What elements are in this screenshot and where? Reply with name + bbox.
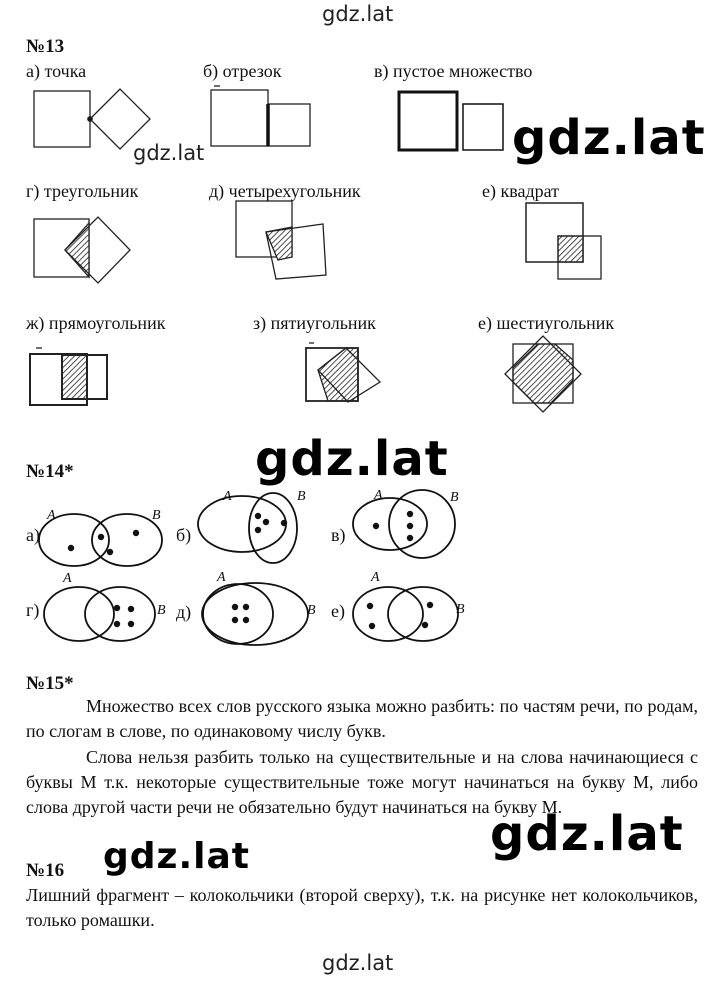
venn-d-set-b: B xyxy=(307,603,316,618)
task-15-paragraph-2: Слова нельзя разбить только на существительные и на слова начинающиеся с буквы М т.к. некоторые существительные тоже могут начинаться на букву М, либо слова другой части речи не обязательно будут начинаться на букву М. xyxy=(26,747,698,817)
label-d-quadrilateral: д) четырехугольник xyxy=(209,181,361,201)
label-v-empty-set: в) пустое множество xyxy=(374,61,533,81)
venn-label-d: д) xyxy=(176,602,192,622)
venn-g xyxy=(44,587,155,641)
watermark-1: gdz.lat xyxy=(133,141,205,165)
venn-label-v: в) xyxy=(331,525,346,545)
venn-d-set-a: A xyxy=(217,570,226,585)
task-15-paragraph-1: Множество всех слов русского языка можно разбить: по частям речи, по родам, по слогам в слове, по одинаковому числу букв. xyxy=(26,696,698,741)
watermark-5: gdz.lat xyxy=(103,836,251,877)
venn-label-b: б) xyxy=(176,525,192,545)
task-16-heading: №16 xyxy=(26,860,65,881)
venn-v xyxy=(353,490,455,558)
venn-dots xyxy=(68,511,433,629)
watermark-3: gdz.lat xyxy=(255,431,449,487)
watermark-top: gdz.lat xyxy=(322,2,394,26)
venn-label-e: е) xyxy=(331,601,345,621)
label-b-segment: б) отрезок xyxy=(203,61,282,81)
task-14-heading: №14* xyxy=(26,461,74,482)
venn-g-set-b: B xyxy=(157,603,166,618)
label-a-point: а) точка xyxy=(26,61,87,81)
label-z-pentagon: з) пятиугольник xyxy=(253,313,376,333)
label-zh-rectangle: ж) прямоугольник xyxy=(26,313,166,333)
task-15-heading: №15* xyxy=(26,673,74,694)
venn-b-set-b: B xyxy=(297,489,306,504)
venn-d xyxy=(202,583,308,645)
venn-v-set-b: B xyxy=(450,490,459,505)
label-e-hexagon: е) шестиугольник xyxy=(478,313,615,333)
watermark-4: gdz.lat xyxy=(490,806,684,862)
watermark-2: gdz.lat xyxy=(512,110,706,166)
venn-a-set-b: B xyxy=(152,508,161,523)
task-13-heading: №13 xyxy=(26,36,65,57)
venn-label-a: а) xyxy=(26,525,40,545)
watermark-bottom: gdz.lat xyxy=(322,951,394,975)
venn-b-set-a: A xyxy=(223,489,232,504)
venn-e-set-a: A xyxy=(371,570,380,585)
venn-label-g: г) xyxy=(26,600,40,620)
label-e-square: е) квадрат xyxy=(482,181,560,201)
venn-e-set-b: B xyxy=(456,602,465,617)
venn-b xyxy=(198,493,297,563)
venn-a-set-a: A xyxy=(47,508,56,523)
venn-g-set-a: A xyxy=(63,571,72,586)
venn-v-set-a: A xyxy=(374,488,383,503)
label-g-triangle: г) треугольник xyxy=(26,181,139,201)
venn-e xyxy=(353,587,458,641)
task-16-paragraph: Лишний фрагмент – колокольчики (второй сверху), т.к. на рисунке нет колокольчиков, только ромашки. xyxy=(26,885,698,930)
